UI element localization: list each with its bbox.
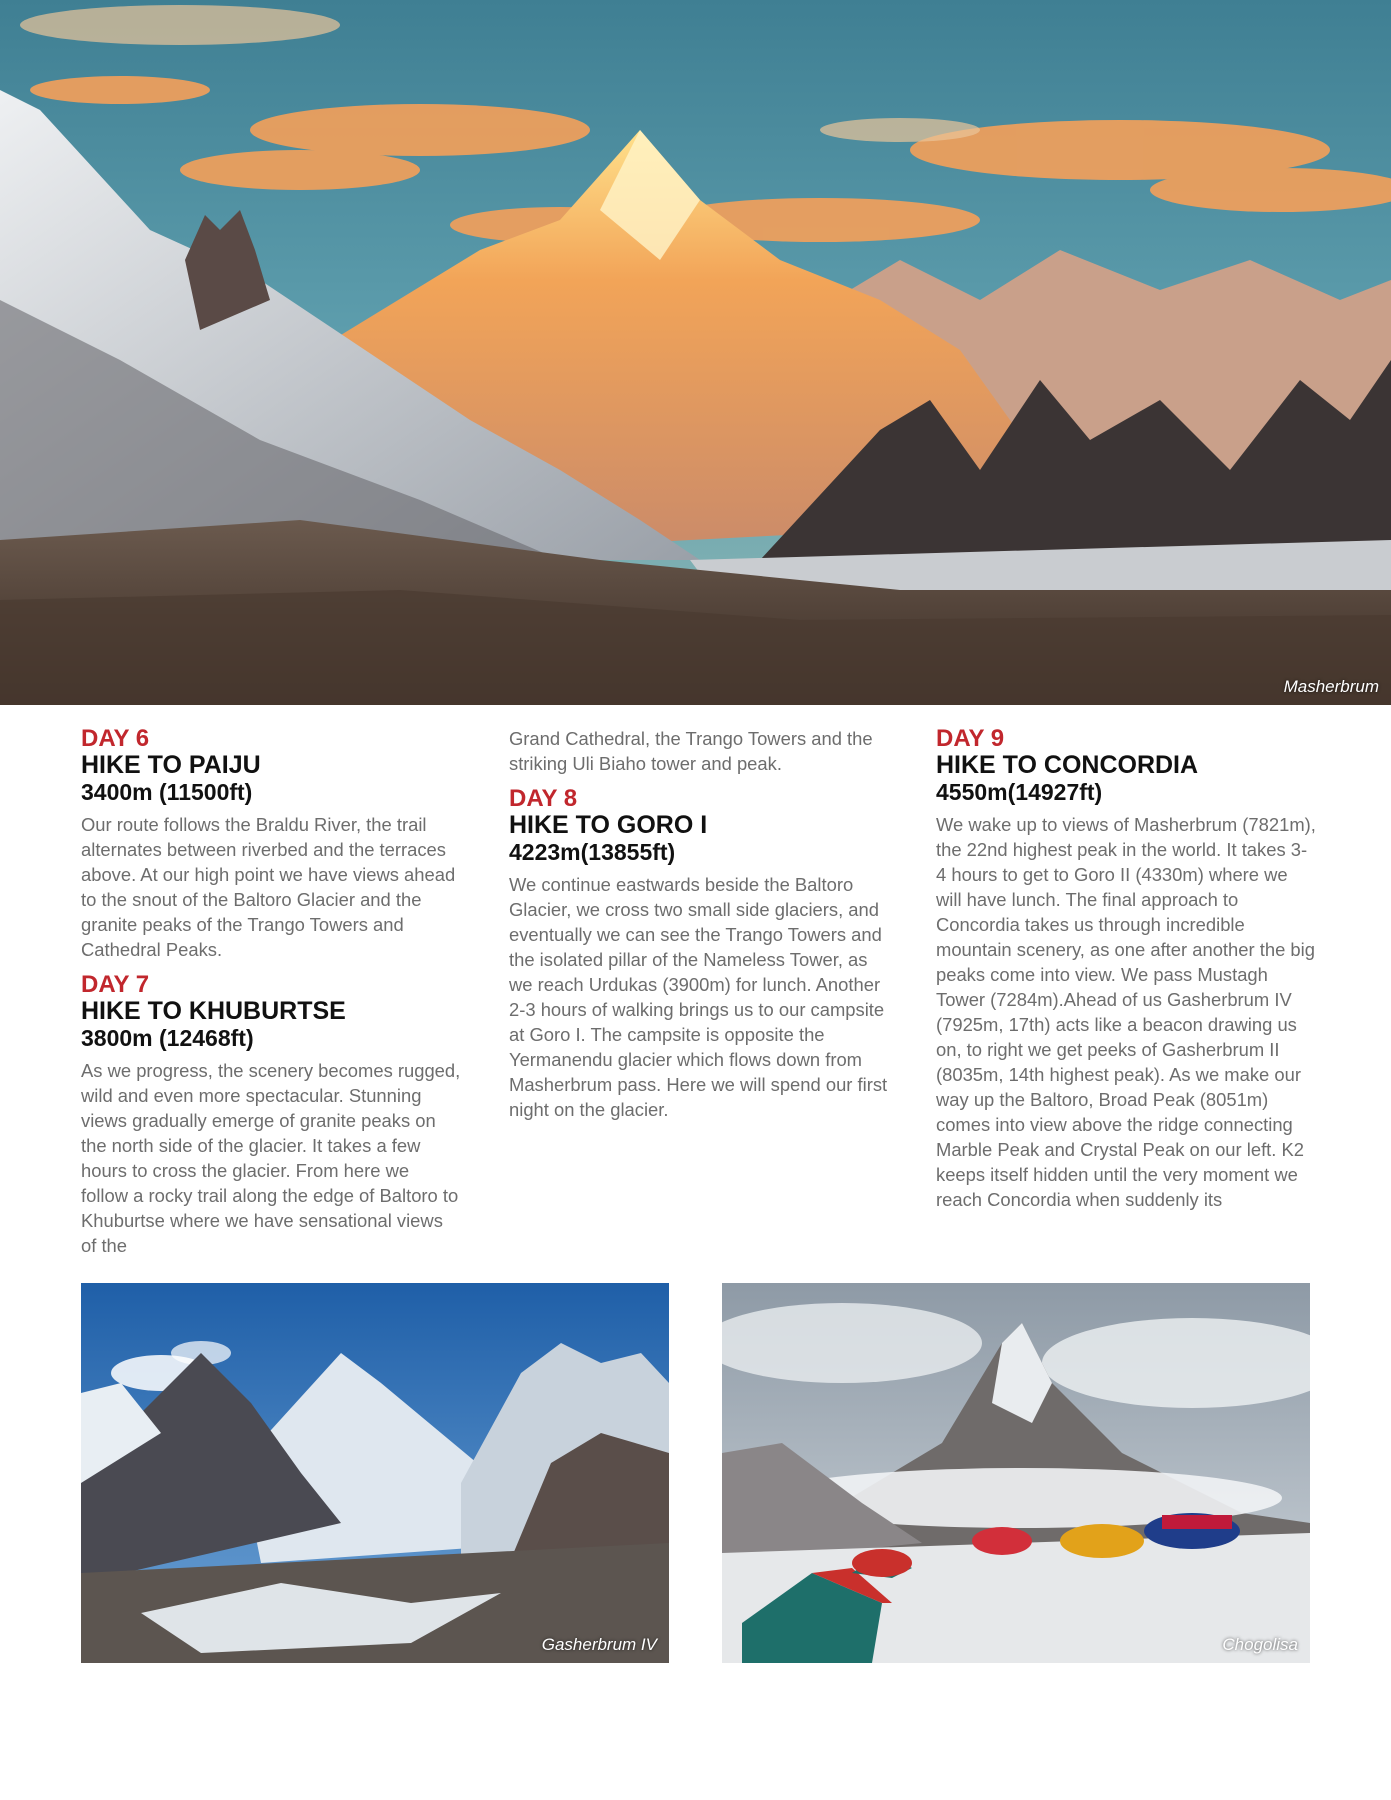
day-8-label: DAY 8 [509,785,578,812]
day-6-section [81,726,461,962]
day-8-description: We continue eastwards beside the Baltoro Glacier, we cross two small side glaciers, and eventually we can see the Trango Towers and the isolated pillar of the Nameless Tower, as we reach Urdukas (3900m) for lunch. Another 2-3 hours of walking brings us to our campsite at Goro I. The campsite is opposite the Yermanendu glacier which flows down from Masherbrum pass. Here we will spend our first night on the glacier. [509,874,888,1120]
day-9-description: We wake up to views of Masherbrum (7821m), the 22nd highest peak in the world. It takes 3-4 hours to get to Goro II (4330m) where we will have lunch. The final approach to Concordia takes us through incredible mountain scenery, as one after another the big peaks come into view. We pass Mustagh Tower (7284m).Ahead of us Gasherbrum IV (7925m, 17th) acts like a beacon drawing us on, to right we get peeks of Gasherbrum II (8035m, 14th highest peak). As we make our way up the Baltoro, Broad Peak (8051m) comes into view above the ridge connecting Marble Peak and Crystal Peak on our left. K2 keeps itself hidden until the very moment we reach Concordia when suddenly its [936,814,1316,1210]
gasherbrum-mountain-image [81,1283,669,1663]
photo-chogolisa [722,1283,1310,1663]
itinerary-column-2 [509,726,889,1132]
day-7-altitude: 3800m (12468ft) [81,1025,254,1051]
day-7-title: HIKE TO KHUBURTSE [81,997,346,1025]
day-7-label: DAY 7 [81,971,150,998]
day-6-description: Our route follows the Braldu River, the trail alternates between riverbed and the terraces above. At our high point we have views ahead to the snout of the Baltoro Glacier and the granite peaks of the Trango Towers and Cathedral Peaks. [81,814,456,960]
chogolisa-camp-image [722,1283,1310,1663]
day-8-altitude: 4223m(13855ft) [509,839,676,865]
day-7-description-continued: Grand Cathedral, the Trango Towers and the striking Uli Biaho tower and peak. [509,728,873,774]
chogolisa-photo-caption: Chogolisa [1222,1635,1298,1654]
day-7-section [81,972,461,1258]
day-6-label: DAY 6 [81,725,150,752]
day-9-section [936,726,1316,1212]
day-9-title: HIKE TO CONCORDIA [936,751,1199,779]
day-9-altitude: 4550m(14927ft) [936,779,1103,805]
day-7-description: As we progress, the scenery becomes rugged, wild and even more spectacular. Stunning views gradually emerge of granite peaks on the north side of the glacier. It takes a few hours to cross the glacier. From here we follow a rocky trail along the edge of Baltoro to Khuburtse where we have sensational views of the [81,1060,461,1256]
day-9-label: DAY 9 [936,725,1005,752]
day-7-continued [509,726,889,776]
photo-gasherbrum-iv [81,1283,669,1663]
hero-photo-caption: Masherbrum [1283,677,1379,696]
itinerary-column-3 [936,726,1316,1222]
mountain-landscape-image [0,0,1391,705]
itinerary-column-1 [81,726,461,1268]
hero-photo-masherbrum [0,0,1391,705]
gasherbrum-photo-caption: Gasherbrum IV [541,1635,657,1654]
day-8-title: HIKE TO GORO I [509,811,708,839]
day-6-altitude: 3400m (11500ft) [81,779,253,805]
day-6-title: HIKE TO PAIJU [81,751,261,779]
day-8-section [509,786,889,1122]
